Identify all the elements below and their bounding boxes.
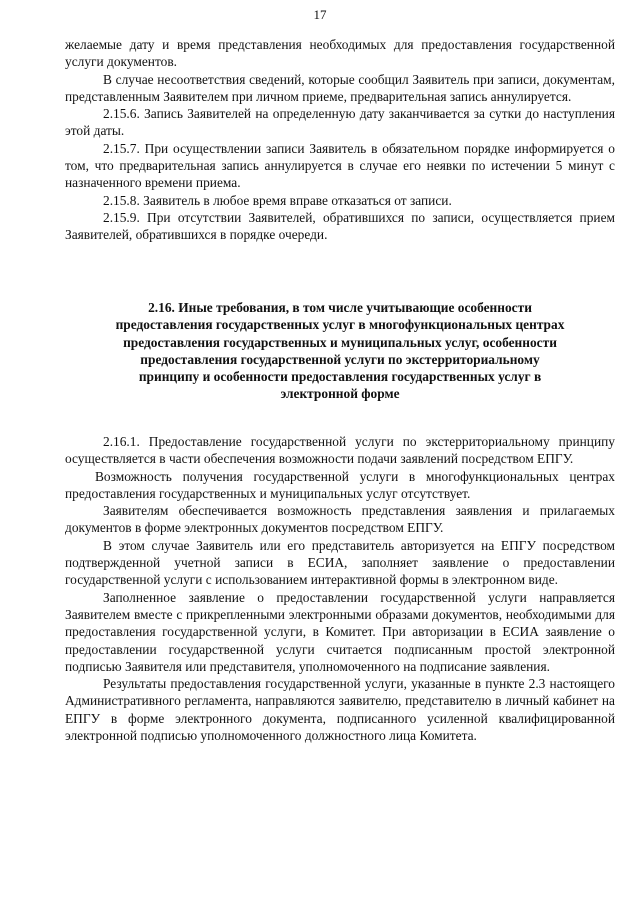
page-number: 17	[313, 7, 327, 22]
heading-line: 2.16. Иные требования, в том числе учитывающие особенности	[148, 300, 532, 315]
paragraph: Заполненное заявление о предоставлении государственной услуги направляется Заявителем вместе с прикрепленными электронными образами документов, необходимыми для предоставления государственной услуги, в Комитет. При авторизации в ЕСИА заявление о предоставлении государственной услуги считается подписанным простой электронной подписью Заявителя или представителя, уполномоченного на подписание заявления.	[65, 589, 615, 674]
paragraph: 2.15.6. Запись Заявителей на определенную дату заканчивается за сутки до наступления этой даты.	[65, 106, 615, 139]
heading-line: предоставления государственной услуги по экстерриториальному	[140, 351, 540, 367]
paragraph: Заявителям обеспечивается возможность представления заявления и прилагаемых документов в форме электронных документов посредством ЕПГУ.	[65, 503, 615, 536]
paragraph: желаемые дату и время представления необходимых для предоставления государственной услуги документов.	[65, 37, 615, 70]
section-heading	[90, 299, 590, 403]
paragraph: Возможность получения государственной услуги в многофункциональных центрах предоставления государственных и муниципальных услуг отсутствует.	[65, 468, 615, 501]
paragraph: В этом случае Заявитель или его представитель авторизуется на ЕПГУ посредством подтвержденной учетной записи в ЕСИА, заполняет заявление о предоставлении государственной услуги с использованием интерактивной формы в электронном виде.	[65, 537, 615, 588]
paragraph: 2.15.8. Заявитель в любое время вправе отказаться от записи.	[103, 192, 452, 208]
section-2-15-text	[65, 36, 615, 244]
section-2-16-text	[65, 433, 615, 744]
paragraph: 2.16.1. Предоставление государственной услуги по экстерриториальному принципу осуществляется в части обеспечения возможности подачи заявлений посредством ЕПГУ.	[65, 434, 615, 467]
heading-line: принципу и особенности предоставления государственных услуг в	[138, 369, 542, 385]
heading-line: электронной форме	[280, 386, 400, 402]
paragraph: 2.15.7. При осуществлении записи Заявитель в обязательном порядке информируется о том, что предварительная запись аннулируется в случае его неявки по истечении 5 минут с назначенного времени приема.	[65, 140, 615, 191]
heading-line: предоставления государственных и муниципальных услуг, особенности	[123, 334, 557, 350]
paragraph: 2.15.9. При отсутствии Заявителей, обратившихся по записи, осуществляется прием Заявителей, обратившихся в порядке очереди.	[65, 209, 615, 243]
heading-line: предоставления государственных услуг в многофункциональных центрах	[115, 317, 565, 333]
paragraph: В случае несоответствия сведений, которые сообщил Заявитель при записи, документам, представленным Заявителем при личном приеме, предварительная запись аннулируется.	[65, 71, 615, 104]
paragraph: Результаты предоставления государственной услуги, указанные в пункте 2.3 настоящего Административного регламента, направляются заявителю, представителю в личный кабинет на ЕПГУ в форме электронного документа, подписанного усиленной квалифицированной электронной подписью уполномоченного должностного лица Комитета.	[65, 676, 615, 744]
